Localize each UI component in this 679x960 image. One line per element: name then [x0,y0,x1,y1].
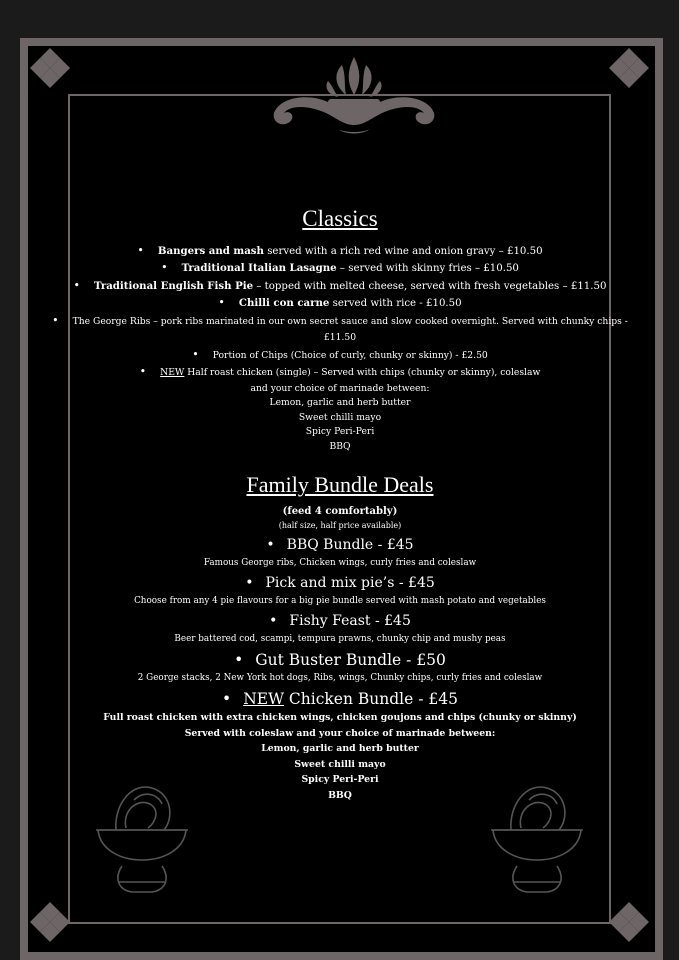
marinade-option: Sweet chilli mayo [298,411,382,423]
classics-heading: Classics [302,206,378,231]
deal-description: Famous George ribs, Chicken wings, curly fries and coleslaw [203,558,477,569]
family-subtitle: (feed 4 comfortably) [282,506,398,518]
deal-description: Full roast chicken with extra chicken wings, chicken goujons and chips (chunky or skinny) [103,712,577,724]
deal-description: Beer battered cod, scampi, tempura prawns, chunky chip and mushy peas [174,634,506,645]
deal-description: 2 George stacks, 2 New York hot dogs, Ribs, wings, Chunky chips, curly fries and coleslaw [137,673,543,684]
menu-item-ribs: • The George Ribs – pork ribs marinated in our own secret sauce and slow cooked overnight. Served with chunky chips - [50,313,630,331]
family-bundle-heading: Family Bundle Deals [246,472,434,498]
marinade-option: Spicy Peri-Peri [305,426,375,438]
menu-item-ribs-price: £11.50 [323,332,357,344]
menu-item-fish-pie: • Traditional English Fish Pie – topped with melted cheese, served with fresh vegetables – £11.50 [50,278,630,296]
menu-item-chips: • Portion of Chips (Choice of curly, chunky or skinny) - £2.50 [50,347,630,365]
corner-diamond-icon [607,46,651,90]
corner-diamond-icon [28,900,72,944]
marinade-intro: and your choice of marinade between: [250,382,430,394]
menu-item-chilli: • Chilli con carne served with rice - £10.50 [50,295,630,313]
deal-bbq-bundle: • BBQ Bundle - £45 [50,535,630,556]
marinade-option: Spicy Peri-Peri [301,774,379,786]
deal-description: Served with coleslaw and your choice of marinade between: [184,727,496,739]
corner-diamond-icon [607,900,651,944]
marinade-option: BBQ [329,440,351,452]
menu-item-bangers: • Bangers and mash served with a rich red wine and onion gravy – £10.50 [50,243,630,261]
flourish-ornament-icon [268,55,440,137]
marinade-option: Lemon, garlic and herb butter [269,397,411,409]
marinade-option: Sweet chilli mayo [294,758,386,770]
deal-gut-buster: • Gut Buster Bundle - £50 [50,649,630,671]
deal-fishy-feast: • Fishy Feast - £45 [50,611,630,632]
marinade-option: BBQ [328,789,352,801]
menu-content [50,205,630,803]
family-note: (half size, half price available) [278,521,402,531]
menu-item-lasagne: • Traditional Italian Lasagne – served with skinny fries – £10.50 [50,260,630,278]
corner-diamond-icon [28,46,72,90]
marinade-option: Lemon, garlic and herb butter [261,743,419,755]
deal-chicken-bundle: • NEW Chicken Bundle - £45 [50,688,630,710]
deal-pick-and-mix: • Pick and mix pie’s - £45 [50,573,630,594]
menu-item-half-chicken: • NEW Half roast chicken (single) – Served with chips (chunky or skinny), coleslaw [50,364,630,382]
deal-description: Choose from any 4 pie flavours for a big pie bundle served with mash potato and vegetables [134,596,546,607]
